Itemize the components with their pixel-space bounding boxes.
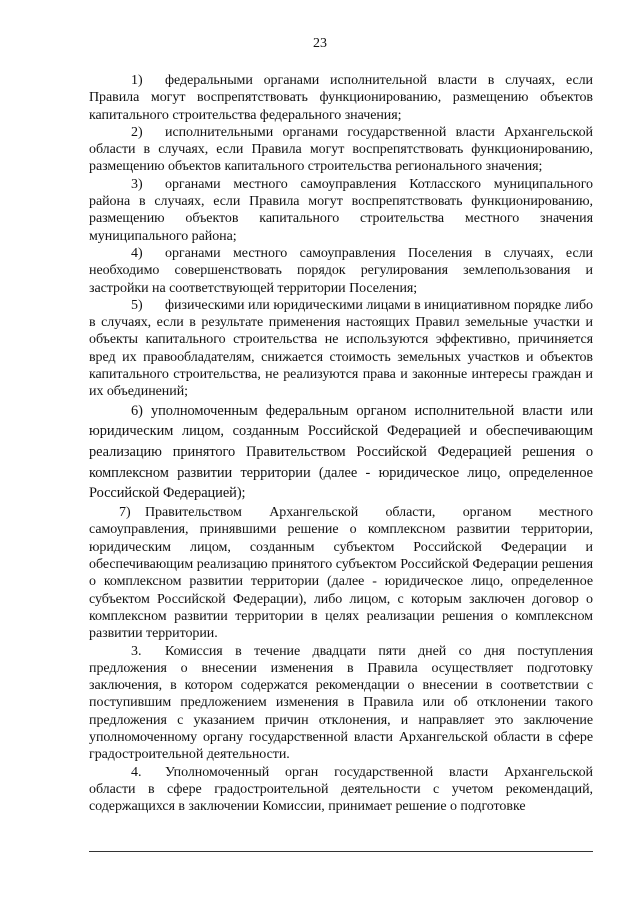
list-item-text: физическими или юридическими лицами в инициативном порядке либо в случаях, если в результате применения настоящих Правил земельные участки и объекты капитального строительства не используются эффективно, причиняется вред их правообладателям, снижается стоимость земельных участков и объектов капитального строительства, не реализуются права и законные интересы граждан и их объединений; [89,297,593,400]
list-item [89,124,593,176]
list-item-number: 7) [119,505,131,521]
list-item-text: федеральными органами исполнительной власти в случаях, если Правила могут воспрепятствовать функционированию, размещению объектов капитального строительства федерального значения; [89,73,593,123]
list-item [89,72,593,124]
list-item [89,297,593,401]
list-item-number: 2) [131,124,143,140]
list-item [89,245,593,297]
list-item [89,764,593,816]
list-item-text: исполнительными органами государственной власти Архангельской области в случаях, если Правила могут воспрепятствовать функционированию, размещению объектов капитального строительства регионального значения; [89,124,593,175]
list-item-number: 3. [131,643,142,659]
list-item [89,643,593,764]
list-item [89,176,593,245]
list-item-number: 1) [131,73,143,88]
list-item-number: 5) [131,297,143,313]
list-item-number: 4. [131,764,142,780]
list-item-text: Уполномоченный орган государственной власти Архангельской области в сфере градостроительной деятельности с учетом рекомендаций, содержащихся в заключении Комиссии, принимает решение о подготовке [89,764,593,815]
list-item [89,504,593,642]
list-item-number: 3) [131,176,143,192]
list-item-number: 4) [131,245,143,261]
page-number: 23 [313,36,327,51]
footer-divider [89,851,593,852]
list-item-text: органами местного самоуправления Котласского муниципального района в случаях, если Правила могут воспрепятствовать функционированию, размещению объектов капитального строительства местного значения муниципального района; [89,176,593,244]
list-item [89,401,593,505]
list-item-text: 6) уполномоченным федеральным органом исполнительной власти или юридическим лицом, созданным Российской Федерацией и обеспечивающим реализацию принятого Правительством Российской Федерацией решения о комплексном развитии территории (далее - юридическое лицо, определенное Российской Федерацией); [89,402,593,502]
document-body [89,72,593,816]
list-item-text: Правительством Архангельской области, органом местного самоуправления, принявшими решение о комплексном развитии территории, юридическим лицом, созданным субъектом Российской Федерации и обеспечивающим реализацию принятого субъектом Российской Федерации решения о комплексном развитии территории (далее - юридическое лицо, определенное субъектом Российской Федерации), либо лицом, с которым заключен договор о комплексном развитии территории в целях реализации решения о комплексном развитии территории. [89,505,593,642]
list-item-text: Комиссия в течение двадцати пяти дней со дня поступления предложения о внесении изменения в Правила осуществляет подготовку заключения, в котором содержатся рекомендации о внесении в соответствии с поступившим предложением изменения в Правила или об отклонении такого предложения с указанием причин отклонения, и направляет это заключение уполномоченному органу государственной власти Архангельской области в сфере градостроительной деятельности. [89,643,593,763]
list-item-text: органами местного самоуправления Поселения в случаях, если необходимо совершенствовать порядок регулирования землепользования и застройки на соответствующей территории Поселения; [89,245,593,296]
